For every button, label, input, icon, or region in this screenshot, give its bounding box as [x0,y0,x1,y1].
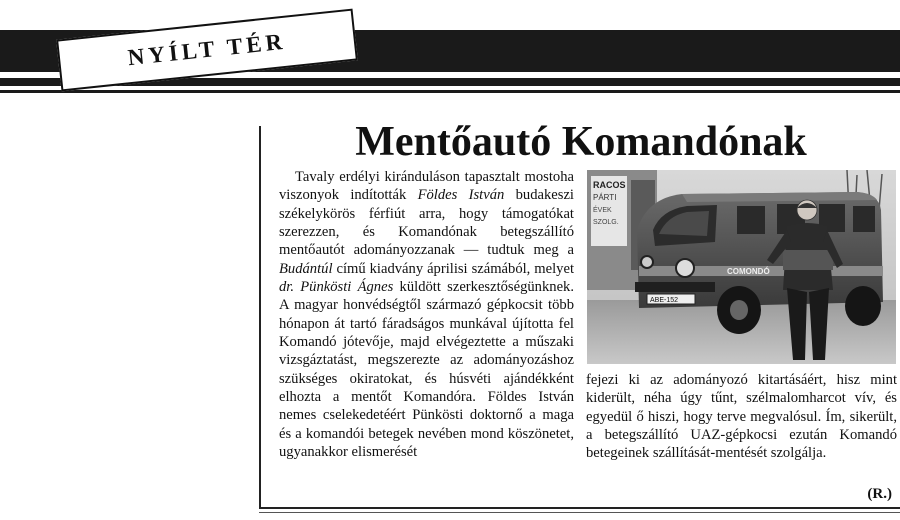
text: küldött szerkesztőségünknek. [393,279,574,296]
sign-text: RACOS [593,180,626,190]
vehicle-label: COMONDÓ [727,267,770,276]
author-signature: (R.) [867,486,892,502]
text: című kiadvány áprilisi számából, melyet [332,260,574,277]
text: budakeszi székelykörös férfiút arra, hogy támogatókat szerezzen, és Komandónak betegszállító mentőautót adományozzanak — tudtuk meg a [279,187,574,259]
article-left-rule [259,126,261,508]
sign-text: SZOLG. [593,219,619,226]
sign-text: ÉVEK [593,207,612,214]
sign-text: PÁRTI [593,193,617,202]
article-bottom-rule [259,507,900,509]
article-title: Mentőautó Komandónak [355,119,807,165]
publication-name: Budántúl [279,260,333,277]
article-body [279,168,574,462]
article-bottom-rule-thin [259,512,900,513]
rubric-label: NYÍLT TÉR [126,28,288,71]
article-continuation: fejezi ki az adományozó kitartásáért, hisz mint kiderült, néha úgy tűnt, szélmalomharcot vív, és egyedül ő hiszi, hogy terve megvalósul. Ím, sikerült, a betegszállító UAZ-gépkocsi ezután Komandó betegeinek szállítását-mentését szolgálja. [586,372,897,462]
license-plate: ABE-152 [650,297,679,304]
text: A magyar honvédségtől származó gépkocsit több hónapon át tartó fáradságos munkával újította fel Komandó jótevője, majd elvégeztette a műszaki vizsgáztatást, megszerezte az adományozáshoz szükséges okiratokat, és húsvéti ajándékként elhozta a mentőt Komandóra. Földes István nemes cselekedetéért Pünkösti doktornő a maga és a komandói betegek nevében mond köszönetet, ugyanakkor elismerését [279,297,574,461]
ambulance-photo [587,170,896,364]
person-name: Földes István [417,187,505,204]
article-paragraph [279,168,574,462]
person-name: dr. Pünkösti Ágnes [279,279,394,296]
text: Tavaly erdélyi kiránduláson tapasztalt mostoha viszonyok indították [279,169,574,204]
header-rule [0,90,900,93]
